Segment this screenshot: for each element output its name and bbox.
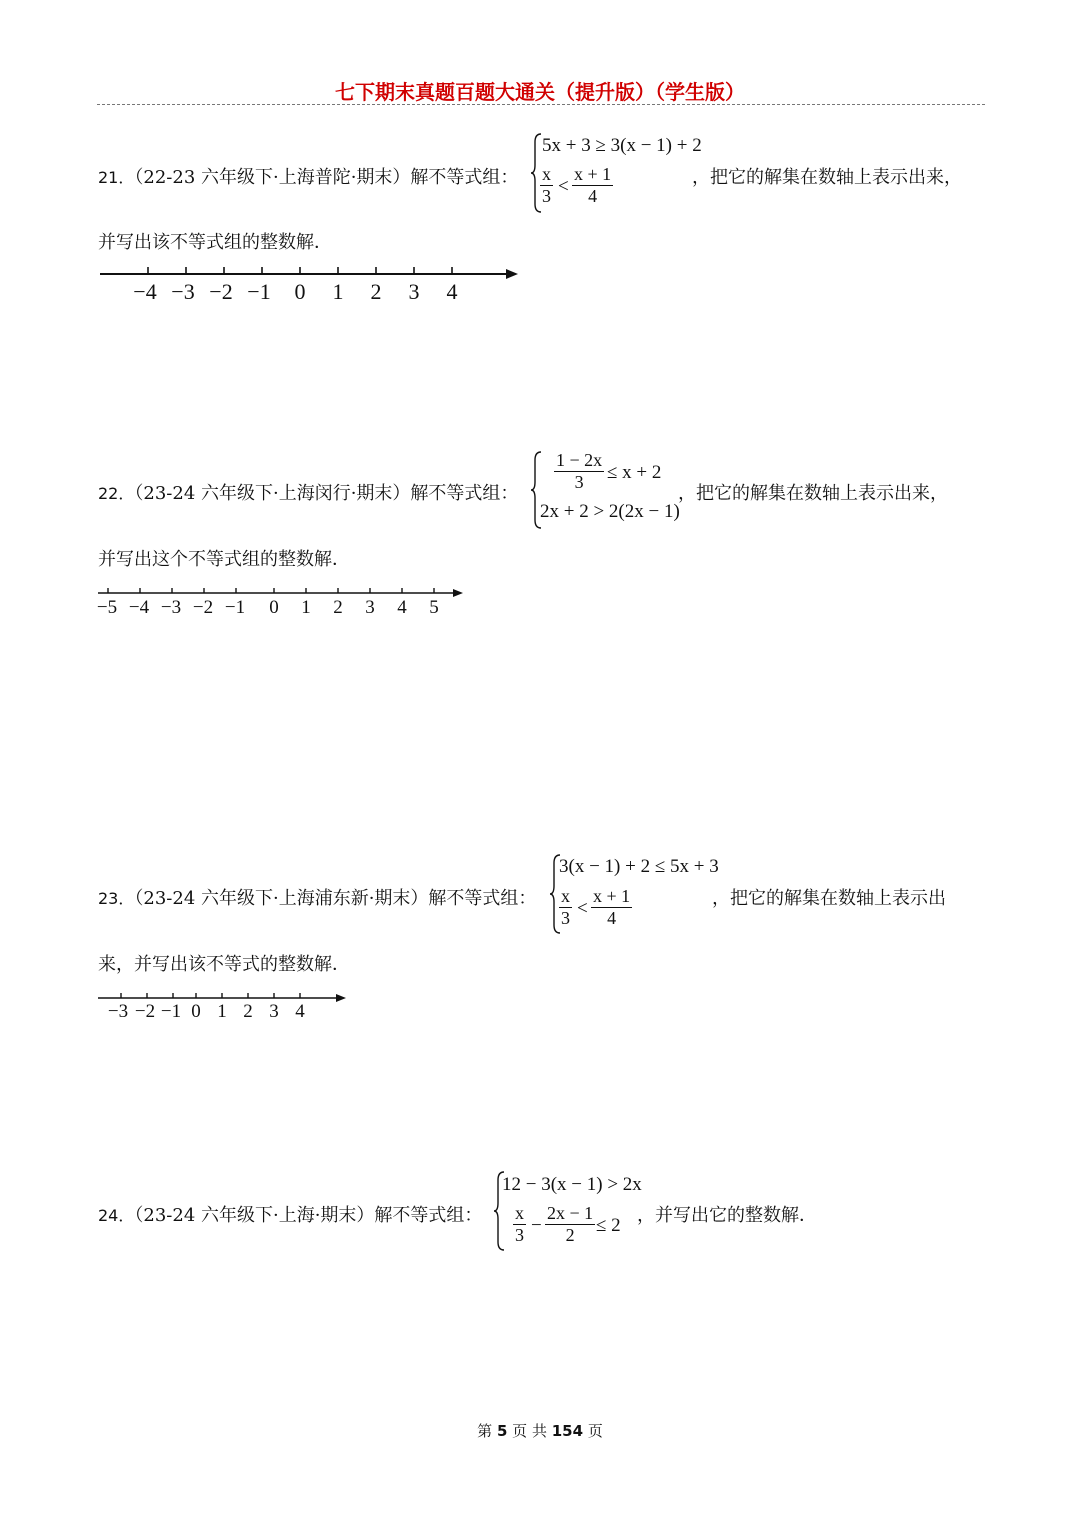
tick-label: 3 <box>408 279 420 304</box>
arrow-right-icon <box>506 269 518 279</box>
tick-label: 3 <box>269 1001 279 1022</box>
question-22-follow: 并写出这个不等式组的整数解． <box>98 549 350 570</box>
tick-label: −3 <box>107 1001 129 1022</box>
fraction-right: $\frac{x + 1}{4}$ <box>593 886 631 928</box>
tick-label: −5 <box>96 597 118 618</box>
tick-label: 2 <box>370 279 382 304</box>
tick-label: 0 <box>191 1001 201 1022</box>
tick-label: 1 <box>301 597 311 618</box>
question-source: （23-24 六年级下·上海闵行·期末）解不等式组： <box>134 483 519 504</box>
question-source: （23-24 六年级下·上海浦东新·期末）解不等式组： <box>134 888 537 909</box>
tick-label: −2 <box>209 279 233 304</box>
number-line-23 <box>96 988 366 1028</box>
inequality-system-23 <box>549 853 719 935</box>
fraction-left: $\frac{x}{3}$ <box>542 164 551 206</box>
inequality-2: 2x + 2 > 2(2x − 1) <box>540 501 680 522</box>
tick-label: 2 <box>243 1001 253 1022</box>
inequality-1: 5x + 3 ≥ 3(x − 1) + 2 <box>542 135 702 156</box>
number-line-22 <box>96 582 476 622</box>
question-24-tail: ，并写出它的整数解． <box>637 1205 817 1226</box>
inequality-1: 3(x − 1) + 2 ≤ 5x + 3 <box>559 856 719 877</box>
axis-ticks <box>148 267 452 274</box>
tick-label: −2 <box>134 1001 156 1022</box>
tick-label: 4 <box>446 279 458 304</box>
question-source: （23-24 六年级下·上海·期末）解不等式组： <box>134 1205 483 1226</box>
question-21-stem <box>98 163 518 189</box>
tick-label: 0 <box>294 279 306 304</box>
inequality-system-22 <box>530 450 700 530</box>
tick-label: −1 <box>224 597 246 618</box>
operator-minus: − <box>531 1215 542 1236</box>
tick-label: −1 <box>160 1001 182 1022</box>
inequality-operator: < <box>577 898 588 919</box>
total-page-count: 154 <box>551 1422 584 1440</box>
fraction-left: $\frac{1 - 2x}{3}$ <box>556 450 603 492</box>
page-header-title: 七下期末真题百题大通关（提升版）（学生版） <box>335 80 745 104</box>
current-page-number: 5 <box>496 1422 508 1440</box>
question-23-follow: 来，并写出该不等式的整数解． <box>98 954 350 975</box>
question-23-tail: ，把它的解集在数轴上表示出 <box>712 888 946 909</box>
question-number: 21． <box>98 168 135 187</box>
inequality-1: 12 − 3(x − 1) > 2x <box>502 1174 642 1195</box>
tick-label: 3 <box>365 597 375 618</box>
fraction-left: $\frac{x}{3}$ <box>515 1203 524 1245</box>
question-21-follow: 并写出该不等式组的整数解． <box>98 232 332 253</box>
question-number: 24． <box>98 1206 135 1225</box>
inequality-operator: < <box>558 176 569 197</box>
question-21-tail: ，把它的解集在数轴上表示出来， <box>692 167 962 188</box>
tick-label: −1 <box>247 279 271 304</box>
tick-label: −3 <box>160 597 182 618</box>
fraction-right: $\frac{x + 1}{4}$ <box>574 164 612 206</box>
inequality-system-21 <box>530 132 700 214</box>
inequality-2-rest: ≤ 2 <box>596 1215 621 1236</box>
inequality-1-rest: ≤ x + 2 <box>607 462 662 483</box>
question-number: 23． <box>98 889 135 908</box>
fraction-left: $\frac{x}{3}$ <box>561 886 570 928</box>
arrow-right-icon <box>336 994 346 1002</box>
question-22-tail: ，把它的解集在数轴上表示出来， <box>678 483 948 504</box>
number-line-21 <box>98 258 528 308</box>
tick-label: 1 <box>332 279 344 304</box>
tick-label: 4 <box>295 1001 305 1022</box>
fraction-right: $\frac{2x - 1}{2}$ <box>547 1203 594 1245</box>
question-22-stem <box>98 479 518 505</box>
arrow-right-icon <box>453 589 463 597</box>
tick-label: −4 <box>133 279 157 304</box>
tick-label: 0 <box>269 597 279 618</box>
tick-label: 5 <box>429 597 439 618</box>
tick-label: −4 <box>128 597 150 618</box>
tick-label: −2 <box>192 597 214 618</box>
tick-label: 4 <box>397 597 407 618</box>
tick-label: −3 <box>171 279 195 304</box>
question-source: （22-23 六年级下·上海普陀·期末）解不等式组： <box>134 167 519 188</box>
tick-label: 2 <box>333 597 343 618</box>
question-23-stem <box>98 884 536 910</box>
header-divider <box>97 104 985 105</box>
question-number: 22． <box>98 484 135 503</box>
tick-label: 1 <box>217 1001 227 1022</box>
page-footer: 第 5 页 共 154 页 <box>477 1422 603 1440</box>
question-24-stem <box>98 1201 482 1227</box>
